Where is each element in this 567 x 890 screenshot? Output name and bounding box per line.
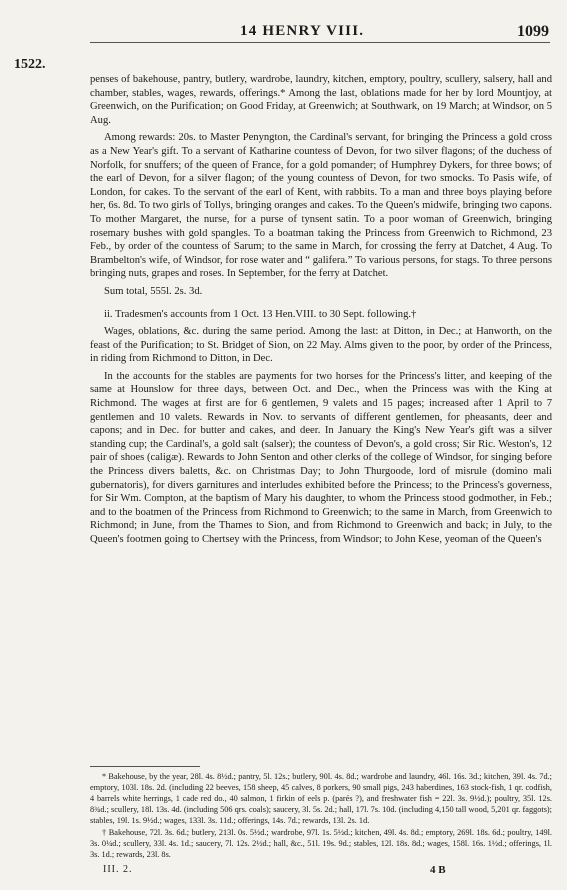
footnote-asterisk: * Bakehouse, by the year, 28l. 4s. 8½d.; pantry, 5l. 12s.; butlery, 90l. 4s. 8d.; wardrobe and laundry, 46l. 16s. 3d.; kitchen, 39l. 4s. 7d.; emptory, 103l. 18s. 2d. (including 22 beeves, 158 sheep, 45 calves, 8 porkers, 90 small pigs, 243 haberdines, 163 stock-fish, 1 qr. codfish, 4 barrels white herrings, 1 cade red do., 40 salmon, 1 firkin of eels p. (parés ?), and freshwater fish = 22l. 3s. 9½d.); poultry, 35l. 12s. 8¾d.; scullery, 18l. 13s. 4d. (including 506 qrs. coals); saucery, 3l. 5s. 2d.; hall, 17l. 7s. 10d. (including 4,150 tall wood, 5,201 qr. faggots); stables, 19l. 1s. 9½d.; wages, 133l. 3s. 11d.; offerings, 14s. 7d.; rewards, 13l. 2s. 1d.	[90, 772, 552, 825]
paragraph-wages: Wages, oblations, &c. during the same period. Among the last: at Ditton, in Dec.; at Hanworth, on the feast of the Purification; to St. Bridget of Sion, on 22 May. Alms given to the poor, by order of the Princess, in riding from Richmond to Ditton, in Dec.	[90, 326, 552, 365]
footnotes	[90, 771, 552, 861]
year-margin-note: 1522.	[14, 57, 46, 72]
footnote-rule	[90, 766, 200, 767]
sum-total: Sum total, 555l. 2s. 3d.	[104, 285, 203, 297]
footnote-dagger: † Bakehouse, 72l. 3s. 6d.; butlery, 213l. 0s. 5½d.; wardrobe, 97l. 1s. 5½d.; kitchen, 49l. 4s. 8d.; emptory, 269l. 18s. 6d.; poultry, 149l. 3s. 0¼d.; scullery, 33l. 4s. 1d.; saucery, 7l. 12s. 2½d.; hall, &c., 51l. 19s. 9d.; stables, 12l. 18s. 8d.; wages, 158l. 16s. 1½d.; offerings, 1l. 3s. 1d.; rewards, 23l. 8s.	[90, 828, 552, 859]
header-rule	[90, 42, 550, 43]
signature-mark: III. 2.	[103, 864, 133, 875]
running-head	[0, 23, 567, 43]
page-number: 1099	[517, 23, 549, 40]
section-heading-ii: ii. Tradesmen's accounts from 1 Oct. 13 Hen.VIII. to 30 Sept. following.†	[104, 308, 417, 320]
folio-mark: 4 B	[430, 864, 446, 876]
paragraph-rewards: Among rewards: 20s. to Master Penyngton, the Cardinal's servant, for bringing the Princess a gold cross as a New Year's gift. To a servant of Katharine countess of Devon, for two silver flagons; of the duchess of Norfolk, for snuffers; of the queen of France, for a gold pomander; of Humphrey Dykers, for three bows; of the earl of Devon, for a silver flagon; of the young countess of Devon, for two smocks. To Pasis wife, of London, for cakes. To the servant of the earl of Kent, with rabbits. To a man and three boys playing before her, 6s. 8d. To two girls of Tollys, bringing oranges and cakes. To the Queen's midwife, bringing two capons. To mother Margaret, the nurse, for a purse of tynsent satin. To a poor woman of Greenwich, bringing rosemary bushes with gold spangles. To a boatman taking the Princess from Greenwich to Richmond, 23 Feb., by order of the countess of Sarum; to the same in March, for crossing the ferry at Datchet, 4 Aug. To Brambelton's wife, of Windsor, for rose water and “ galifera.” To various persons, for stags. To three persons bringing nuts, grapes and roses. In September, for the ferry at Datchet.	[90, 132, 552, 280]
paragraph-stables: In the accounts for the stables are payments for two horses for the Princess's litter, and keeping of the same at Hounslow for three days, between Oct. and Dec., when the Princess was with the King at Richmond. The wages at first are for 6 gentlemen, 9 valets and 15 pages; increased after 1 April to 7 gentlemen and 10 valets. Rewards in Nov. to servants of different gentlemen, for pheasants, deer and capons; and in Dec. for butter and cakes, and deer. In January the King's New Year's gift was a silver standing cup; the Cardinal's, a gold salt (salser); the countess of Devon's, a gold cross; Sir Ric. Weston's, 12 pair of shoes (caligæ). Rewards to John Senton and other clerks of the college of Windsor, for singing before the Princess divers baletts, &c. on Christmas Day; to John Thurgoode, lord of misrule (domino mali gubernatoris), for divers garnitures and interludes exhibited before the Princess; to the Princess's governess, for Sir Wm. Compton, at the baptism of Mary his daughter, to whom the Princess stood godmother, in Feb.; and to the boatmen of the Princess from Richmond to Greenwich; to the same in March, from Greenwich to Richmond; in June, from the Thames to Sion, and from Richmond to Greenwich and back; in July, to the Queen's footmen going to Chertsey with the Princess, from Windsor; to John Kese, yeoman of the Queen's	[90, 370, 552, 545]
running-title: 14 HENRY VIII.	[240, 23, 365, 39]
body-text	[90, 73, 552, 551]
page-footer	[0, 864, 567, 882]
paragraph-expenses: penses of bakehouse, pantry, butlery, wardrobe, laundry, kitchen, emptory, poultry, scullery, salsery, hall and chamber, stables, wages, rewards, offerings.* Among the last, oblations made for her by lord Mountjoy, at Greenwich, on the Purification; on Good Friday, at Greenwich; at Southwark, on 19 March; at Windsor, on 5 Aug.	[90, 74, 552, 126]
